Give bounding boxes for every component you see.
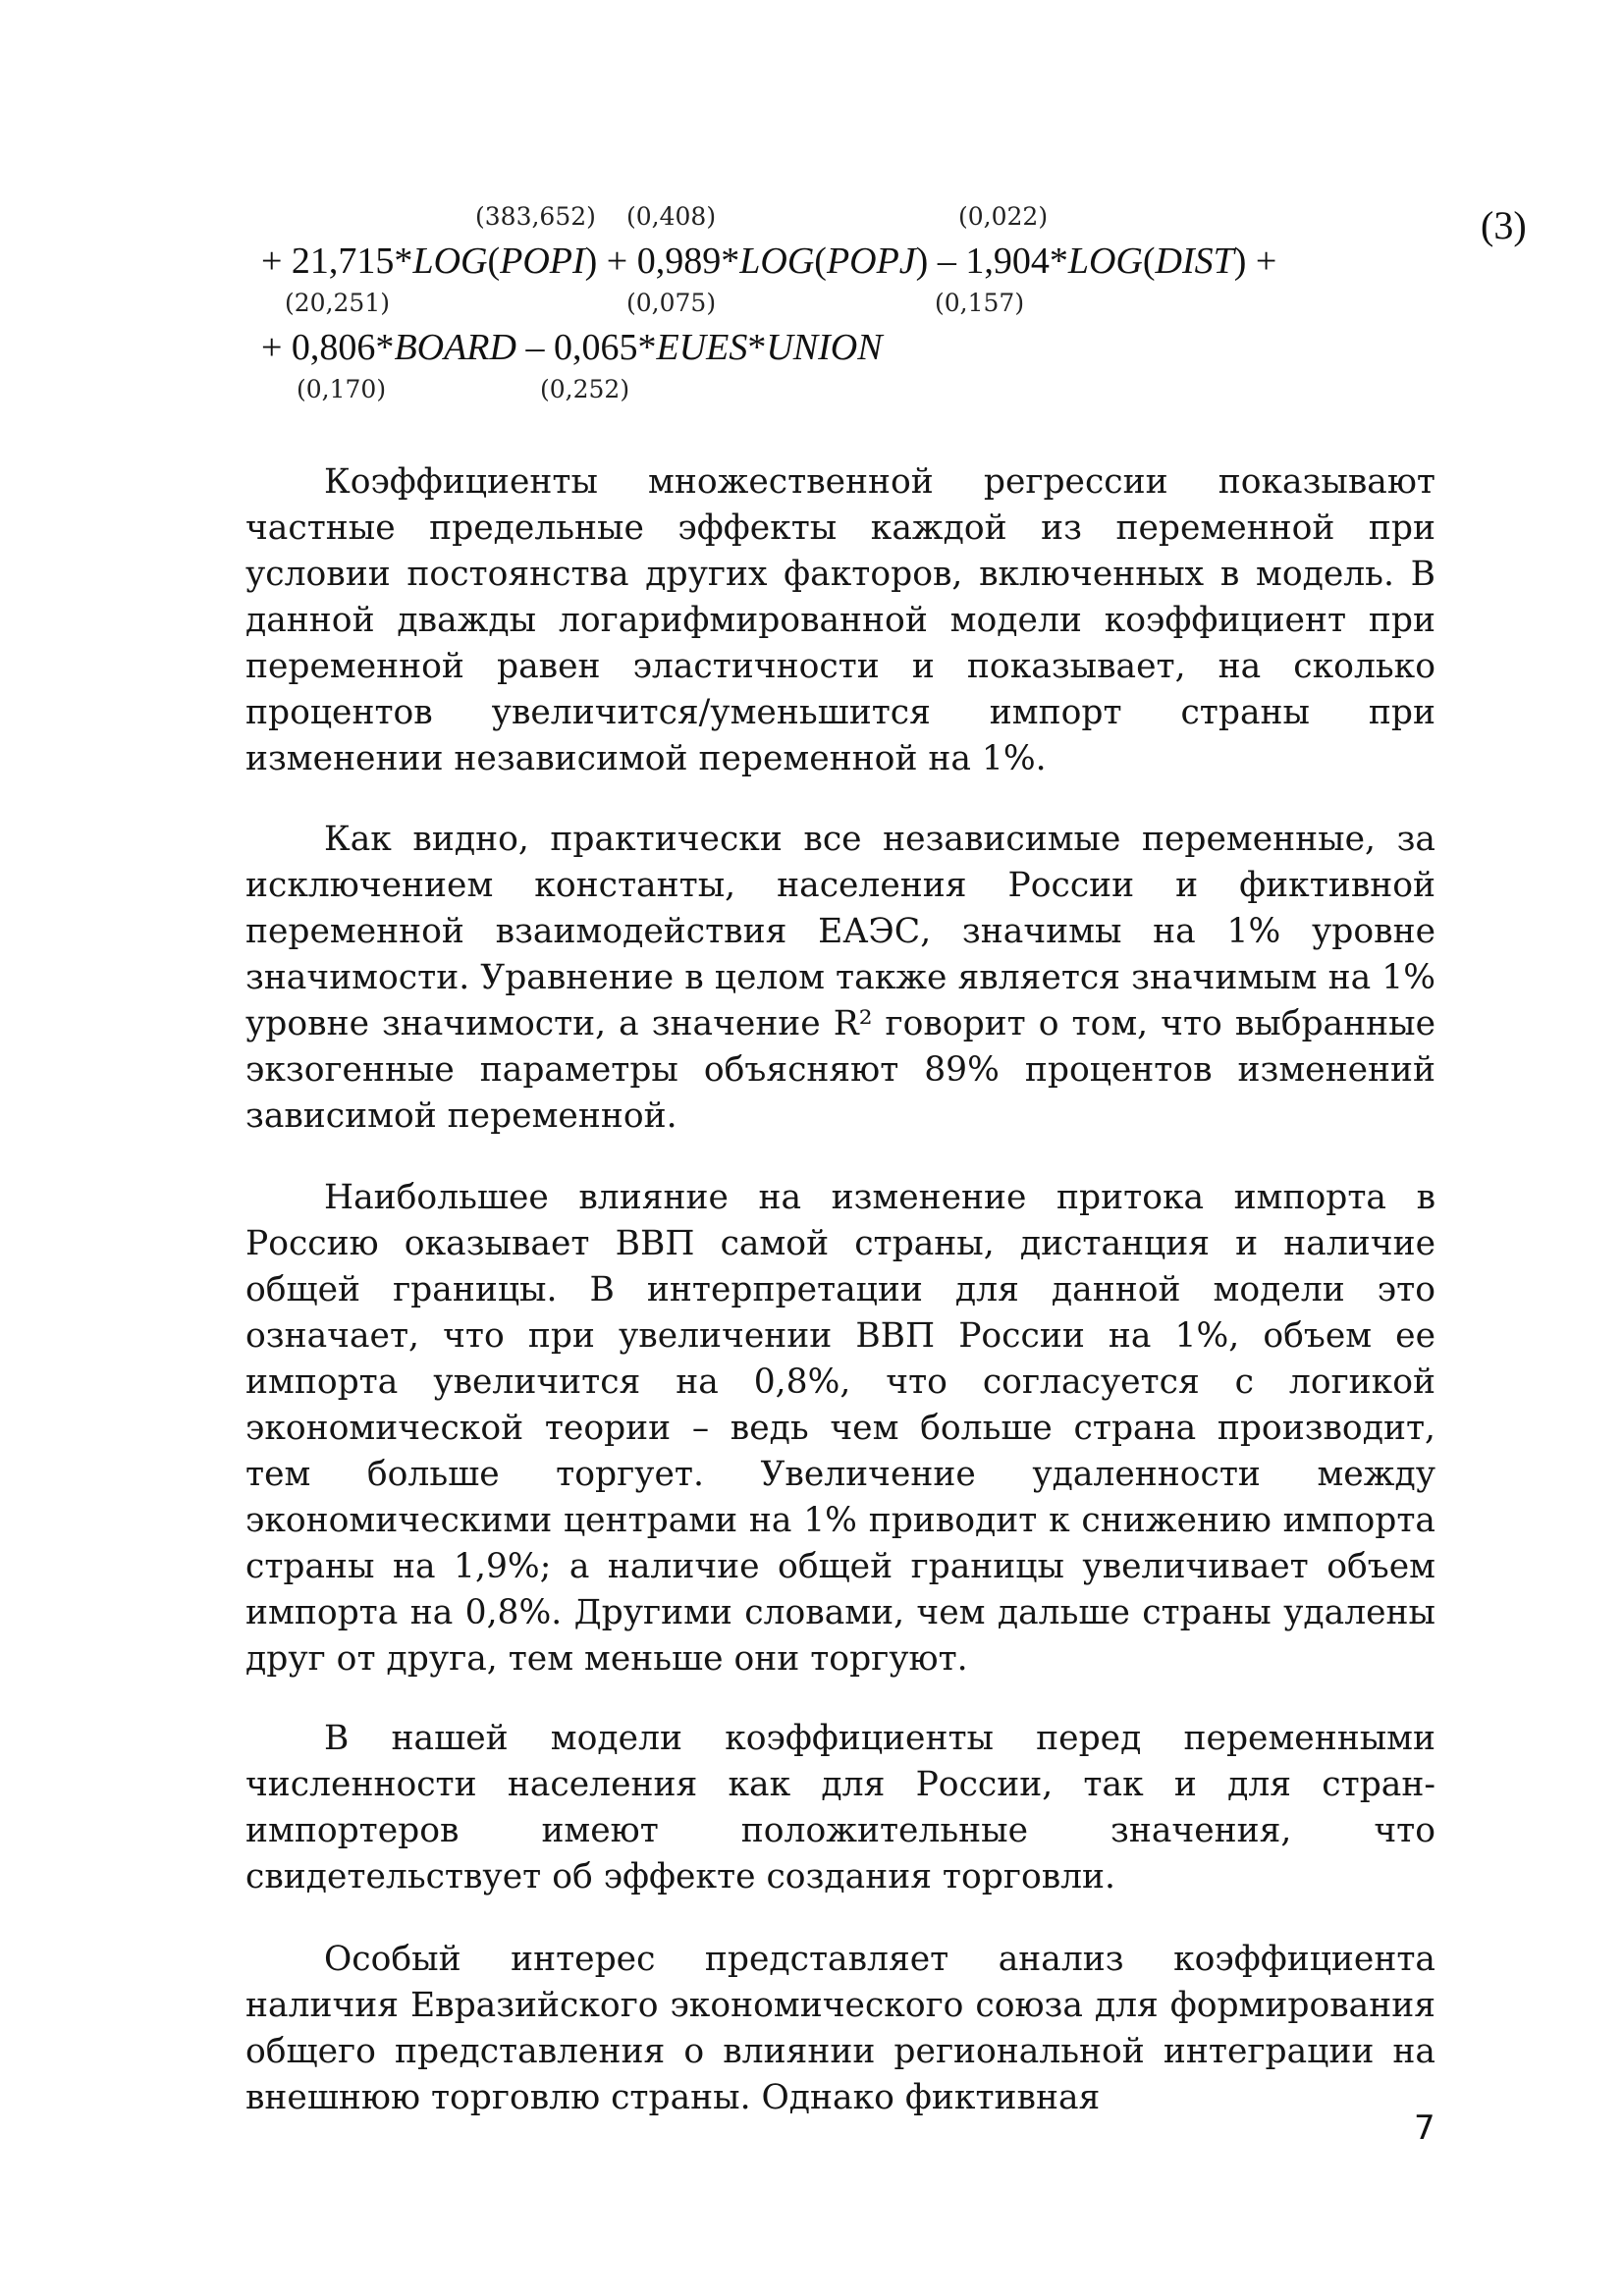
std-error-label: (0,022) bbox=[958, 202, 1049, 231]
std-error-label: (383,652) bbox=[475, 202, 596, 231]
equation-number: (3) bbox=[1481, 203, 1527, 247]
std-error-label: (0,252) bbox=[540, 375, 630, 403]
body-paragraph: Как видно, практически все независимые переменные, за исключением константы, населения России и фиктивной переменной взаимодействия ЕАЭС, значимы на 1% уровне значимости. Уравнение в целом также является значимым на 1% уровне значимости, а значение R² говорит о том, что выбранные экзогенные параметры объясняют 89% процентов изменений зависимой переменной. bbox=[245, 820, 1435, 1136]
equation-line-1: + 21,715*LOG(POPI) + 0,989*LOG(POPJ) – 1,904*LOG(DIST) + bbox=[261, 240, 1277, 282]
std-error-label: (0,170) bbox=[297, 375, 387, 403]
body-paragraph: Коэффициенты множественной регрессии показывают частные предельные эффекты каждой из переменной при условии постоянства других факторов, включенных в модель. В данной дважды логарифмированной модели коэффициент при переменной равен эластичности и показывает, на сколько процентов увеличится/уменьшится импорт страны при изменении независимой переменной на 1%. bbox=[245, 462, 1435, 778]
equation-line-2: + 0,806*BOARD – 0,065*EUES*UNION bbox=[261, 327, 883, 368]
page-number: 7 bbox=[1414, 2109, 1435, 2148]
std-error-label: (20,251) bbox=[285, 289, 390, 317]
std-error-label: (0,075) bbox=[626, 289, 717, 317]
std-error-label: (0,408) bbox=[626, 202, 717, 231]
body-paragraph: В нашей модели коэффициенты перед переменными численности населения как для России, так и для стран-импортеров имеют положительные значения, что свидетельствует об эффекте создания торговли. bbox=[245, 1719, 1435, 1896]
body-paragraph: Особый интерес представляет анализ коэффициента наличия Евразийского экономического союза для формирования общего представления о влиянии региональной интеграции на внешнюю торговлю страны. Однако фиктивная bbox=[245, 1940, 1435, 2117]
body-paragraph: Наибольшее влияние на изменение притока импорта в Россию оказывает ВВП самой страны, дистанция и наличие общей границы. В интерпретации для данной модели это означает, что при увеличении ВВП России на 1%, объем ее импорта увеличится на 0,8%, что согласуется с логикой экономической теории – ведь чем больше страна производит, тем больше торгует. Увеличение удаленности между экономическими центрами на 1% приводит к снижению импорта страны на 1,9%; а наличие общей границы увеличивает объем импорта на 0,8%. Другими словами, чем дальше страны удалены друг от друга, тем меньше они торгуют. bbox=[245, 1178, 1435, 1679]
std-error-label: (0,157) bbox=[935, 289, 1025, 317]
